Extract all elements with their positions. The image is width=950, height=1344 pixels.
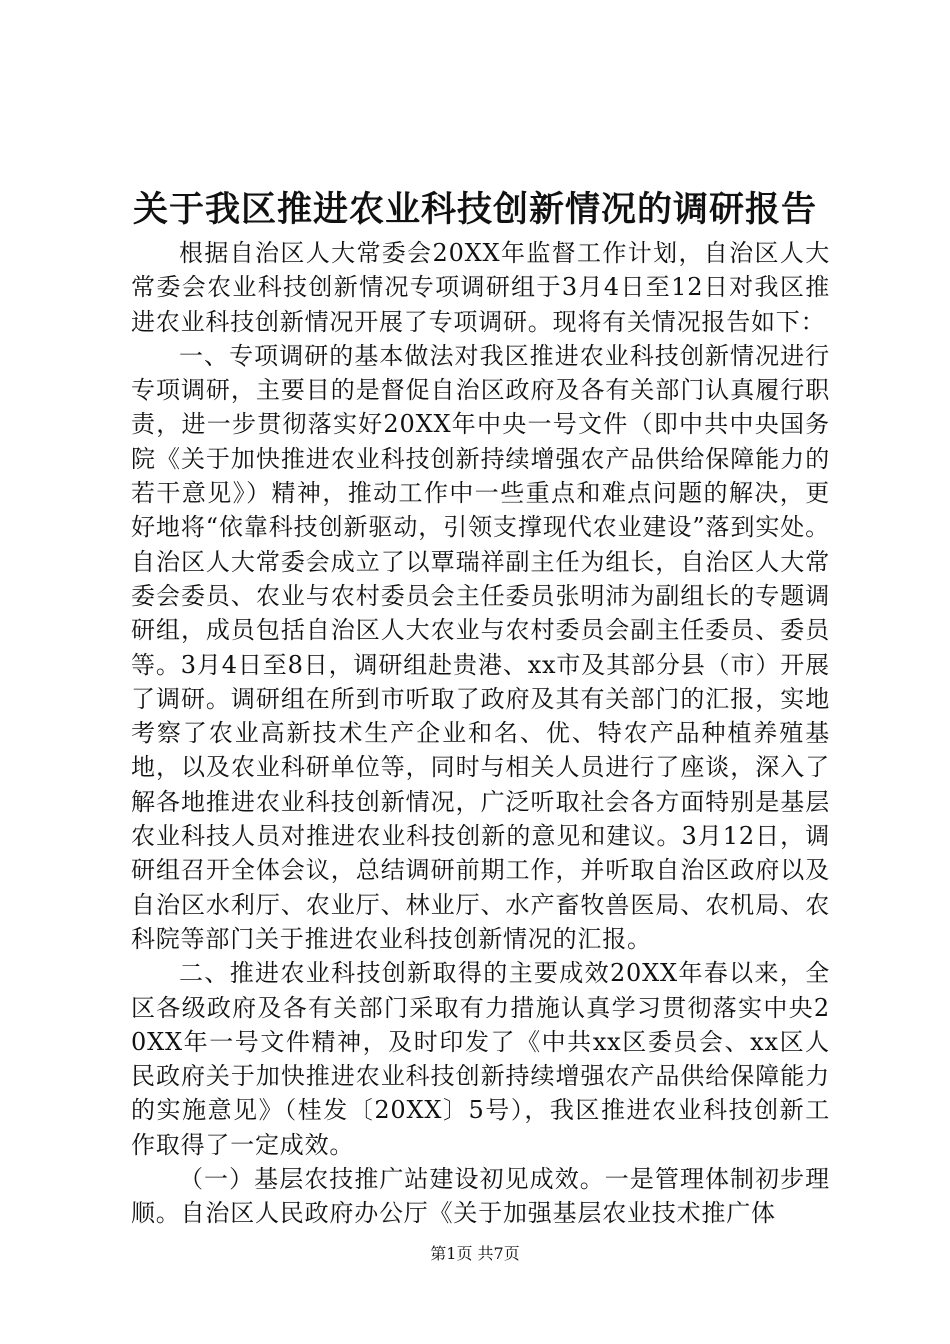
paragraph-subsection-1: （一）基层农技推广站建设初见成效。一是管理体制初步理顺。自治区人民政府办公厅《关于加强基层农业技术推广体 [131, 1165, 830, 1228]
page-number-footer: 第1页 共7页 [430, 1244, 520, 1263]
document-title: 关于我区推进农业科技创新情况的调研报告 [132, 189, 817, 230]
paragraph-section-1: 一、专项调研的基本做法对我区推进农业科技创新情况进行专项调研，主要目的是督促自治区政府及各有关部门认真履行职责，进一步贯彻落实好20XX年中央一号文件（即中共中央国务院《关于加快推进农业科技创新持续增强农产品供给保障能力的若干意见》）精神，推动工作中一些重点和难点问题的解决，更好地将“依靠科技创新驱动，引领支撑现代农业建设”落到实处。自治区人大常委会成立了以覃瑞祥副主任为组长，自治区人大常委会委员、农业与农村委员会主任委员张明沛为副组长的专题调研组，成员包括自治区人大农业与农村委员会副主任委员、委员等。3月4日至8日，调研组赴贵港、xx市及其部分县（市）开展了调研。调研组在所到市听取了政府及其有关部门的汇报，实地考察了农业高新技术生产企业和名、优、特农产品种植养殖基地，以及农业科研单位等，同时与相关人员进行了座谈，深入了解各地推进农业科技创新情况，广泛听取社会各方面特别是基层农业科技人员对推进农业科技创新的意见和建议。3月12日，调研组召开全体会议，总结调研前期工作，并听取自治区政府以及自治区水利厅、农业厅、林业厅、水产畜牧兽医局、农机局、农科院等部门关于推进农业科技创新情况的汇报。 [131, 341, 830, 953]
document-body [131, 236, 830, 1231]
paragraph-section-2: 二、推进农业科技创新取得的主要成效20XX年春以来，全区各级政府及各有关部门采取有力措施认真学习贯彻落实中央20XX年一号文件精神，及时印发了《中共xx区委员会、xx区人民政府关于加快推进农业科技创新持续增强农产品供给保障能力的实施意见》（桂发〔20XX〕5号），我区推进农业科技创新工作取得了一定成效。 [131, 959, 830, 1159]
paragraph-intro: 根据自治区人大常委会20XX年监督工作计划，自治区人大常委会农业科技创新情况专项调研组于3月4日至12日对我区推进农业科技创新情况开展了专项调研。现将有关情况报告如下： [131, 239, 830, 336]
